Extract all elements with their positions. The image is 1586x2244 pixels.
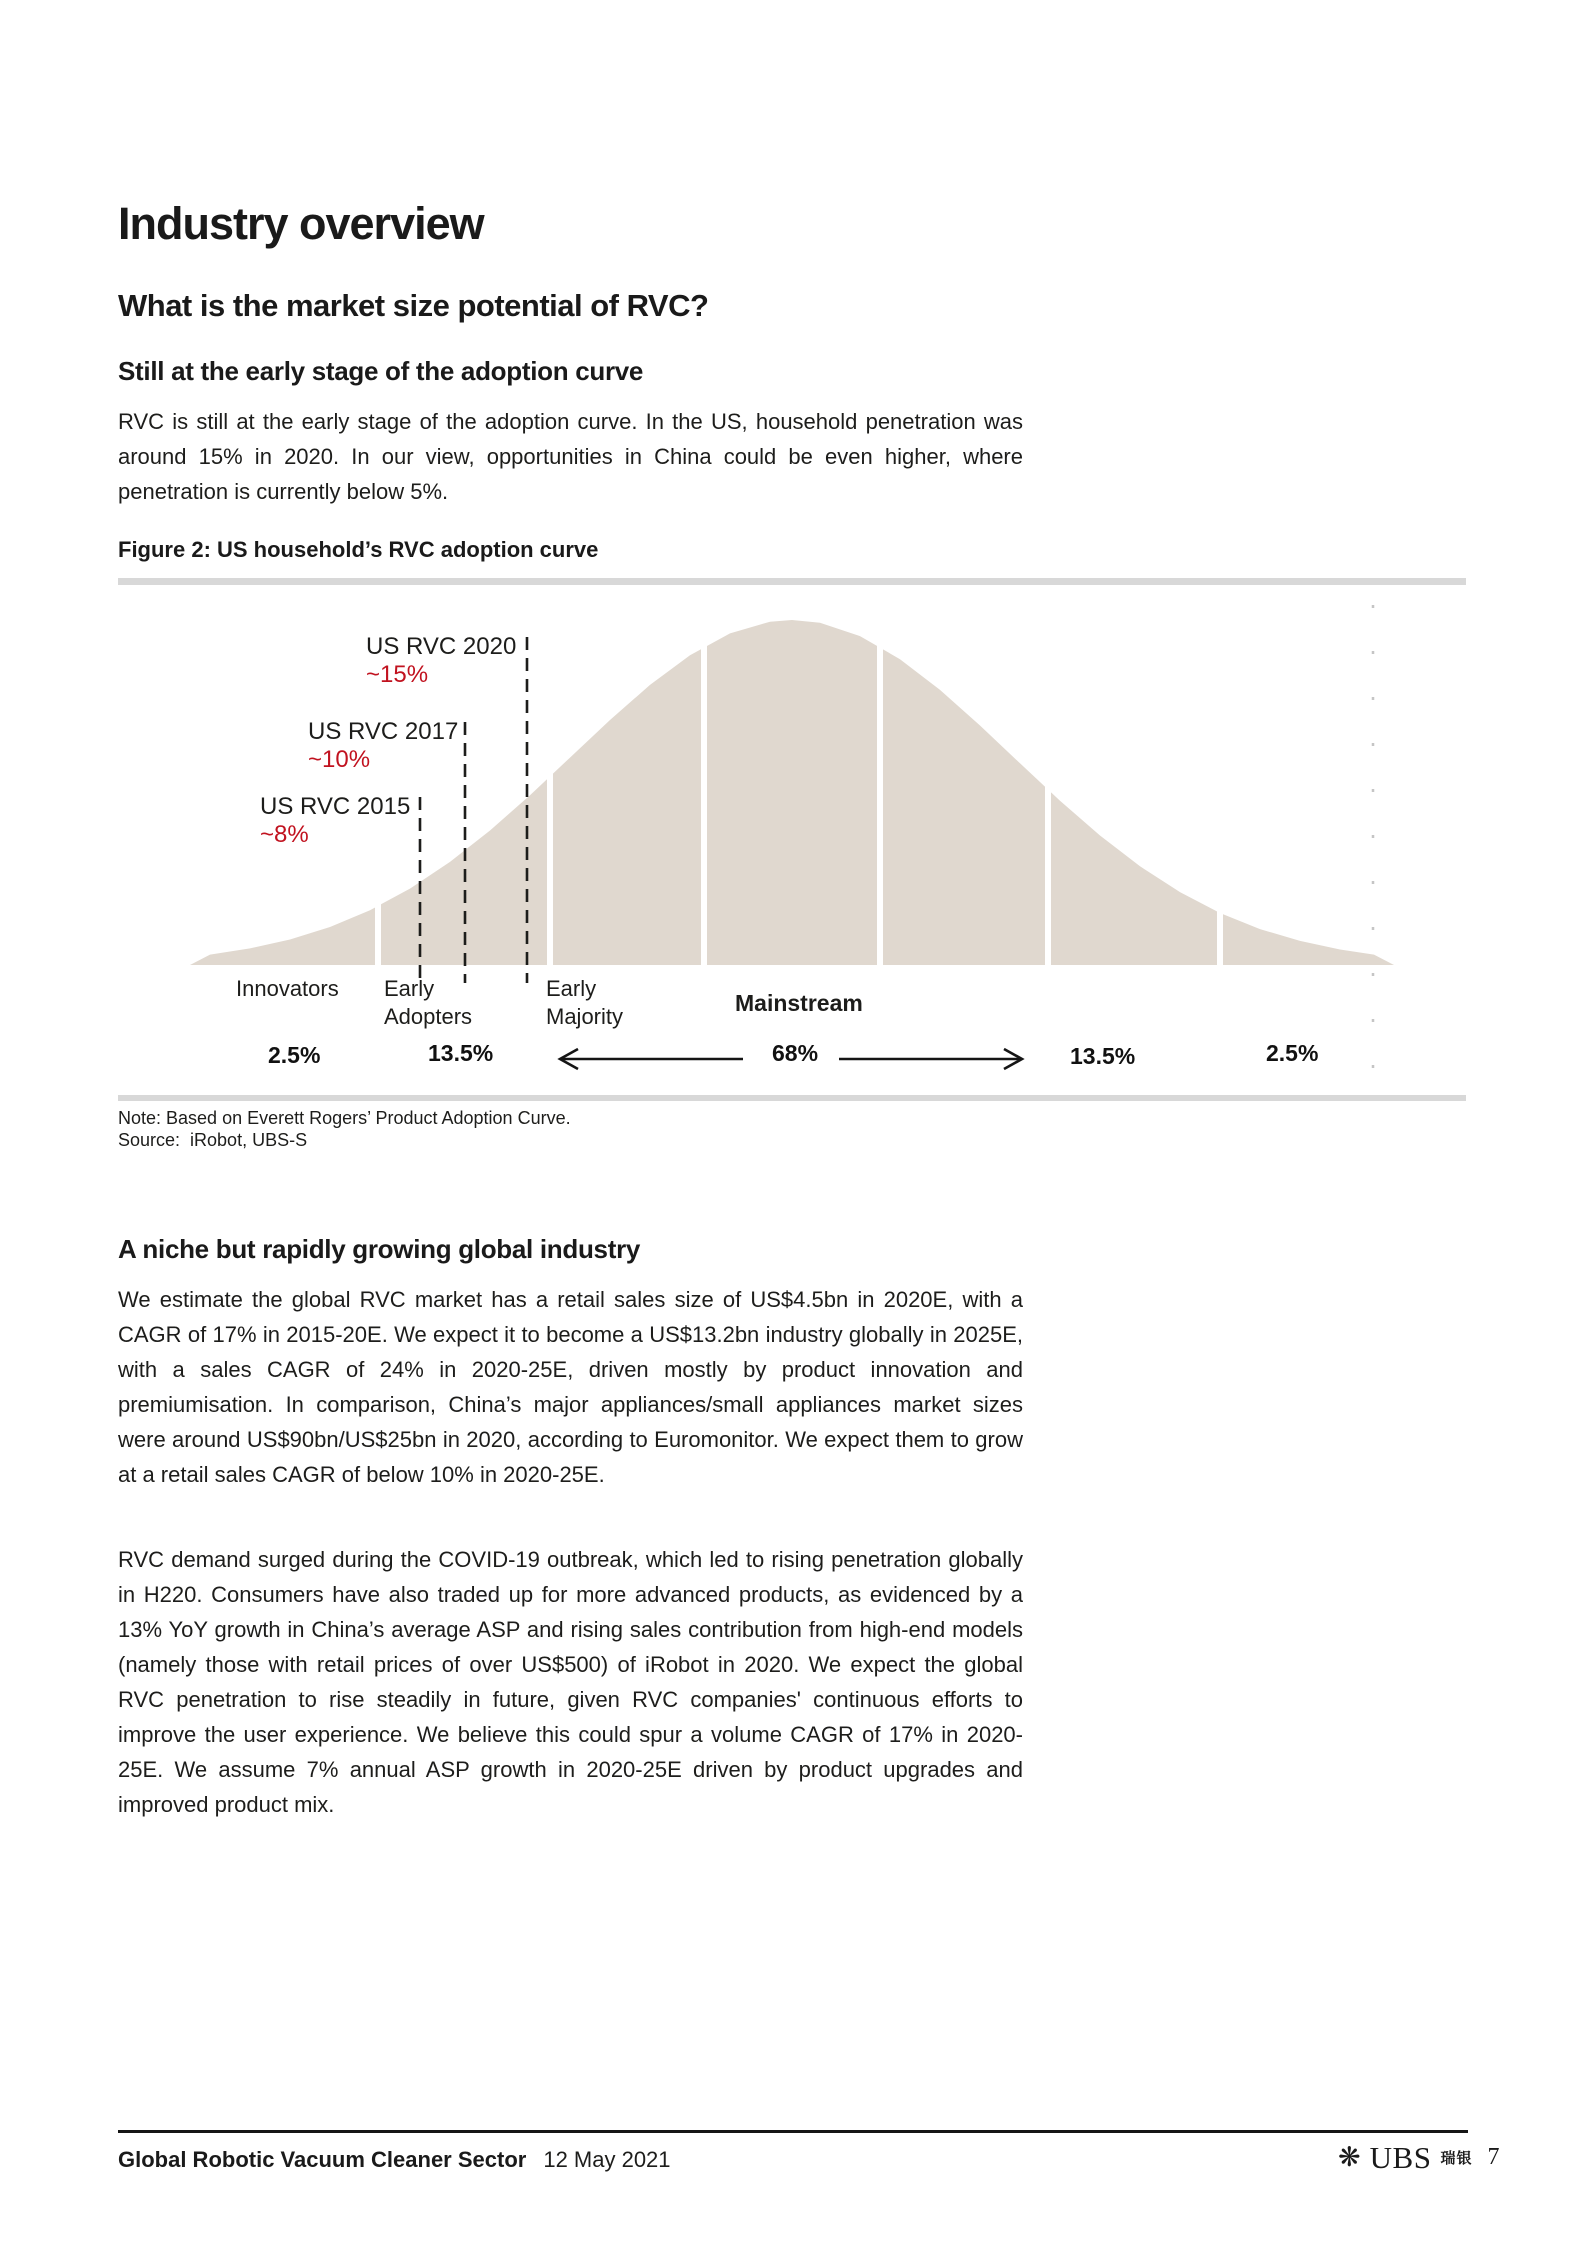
stage-label-early-majority: Early Majority (546, 976, 624, 1029)
stage-label-mainstream: Mainstream (735, 990, 863, 1016)
paragraph-niche-2: RVC demand surged during the COVID-19 outbreak, which led to rising penetration globally in H220. Consumers have also traded up for more advanced products, as evidenced by a 13% YoY growth in China’s average ASP and rising sales contribution from high-end models (namely those with retail prices of over US$500) of iRobot in 2020. We expect the global RVC penetration to rise steadily in future, given RVC companies' continuous efforts to improve the user experience. We believe this could spur a volume CAGR of 17% in 2020-25E. We assume 7% annual ASP growth in 2020-25E driven by product upgrades and improved product mix. (118, 1547, 1023, 1817)
arrow-left-icon (551, 1046, 747, 1072)
subsection-heading-niche: A niche but rapidly growing global industry (118, 1234, 641, 1264)
stage-label-innovators: Innovators (236, 976, 339, 1001)
ubs-brand-chinese: 瑞银 (1440, 2150, 1473, 2167)
paragraph-adoption: RVC is still at the early stage of the adoption curve. In the US, household penetration was around 15% in 2020. In our view, opportunities in China could be even higher, where penetration is currently below 5%. (118, 409, 1023, 504)
footer-report-title: Global Robotic Vacuum Cleaner Sector (118, 2147, 527, 2172)
annotation-2020-value: ~15% (366, 661, 429, 688)
annotation-2015-value: ~8% (260, 821, 309, 848)
stage-label-early-adopters: Early Adopters (384, 976, 473, 1029)
figure-title: Figure 2: US household’s RVC adoption curve (118, 537, 599, 562)
ubs-brand-text: UBS (1369, 2140, 1432, 2175)
page-title: Industry overview (118, 198, 484, 249)
annotation-2017-value: ~10% (308, 746, 371, 773)
page-number: 7 (1487, 2144, 1500, 2170)
ubs-keys-icon: ❋ (1338, 2142, 1361, 2172)
footer-date: 12 May 2021 (543, 2147, 671, 2172)
pct-late-majority: 13.5% (1070, 1043, 1136, 1069)
annotation-us-rvc-2020 (366, 633, 516, 689)
footer-rule (118, 2130, 1468, 2133)
ubs-logo (1338, 2142, 1499, 2173)
section-heading-market-size: What is the market size potential of RVC? (118, 288, 709, 323)
annotation-2017-label: US RVC 2017 (308, 718, 459, 745)
annotation-us-rvc-2015 (260, 793, 410, 849)
footer-left (118, 2147, 671, 2173)
annotation-2015-label: US RVC 2015 (260, 793, 411, 820)
pct-early-adopters: 13.5% (428, 1040, 494, 1066)
annotation-2020-label: US RVC 2020 (366, 633, 517, 660)
annotation-us-rvc-2017 (308, 718, 458, 774)
figure-source: Source: iRobot, UBS-S (118, 1130, 308, 1150)
arrow-right-icon (835, 1046, 1031, 1072)
figure-bottom-rule (118, 1095, 1466, 1101)
figure-note: Note: Based on Everett Rogers’ Product Adoption Curve. (118, 1108, 571, 1128)
pct-mainstream: 68% (772, 1040, 819, 1066)
figure-top-rule (118, 578, 1466, 585)
subsection-heading-adoption: Still at the early stage of the adoption curve (118, 356, 644, 386)
pct-laggards: 2.5% (1266, 1040, 1319, 1066)
paragraph-niche-1: We estimate the global RVC market has a retail sales size of US$4.5bn in 2020E, with a CAGR of 17% in 2015-20E. We expect it to become a US$13.2bn industry globally in 2025E, with a sales CAGR of 24% in 2020-25E, driven mostly by product innovation and premiumisation. In comparison, China’s major appliances/small appliances market sizes were around US$90bn/US$25bn in 2020, according to Euromonitor. We expect them to grow at a retail sales CAGR of below 10% in 2020-25E. (118, 1287, 1023, 1487)
pct-innovators: 2.5% (268, 1042, 321, 1068)
